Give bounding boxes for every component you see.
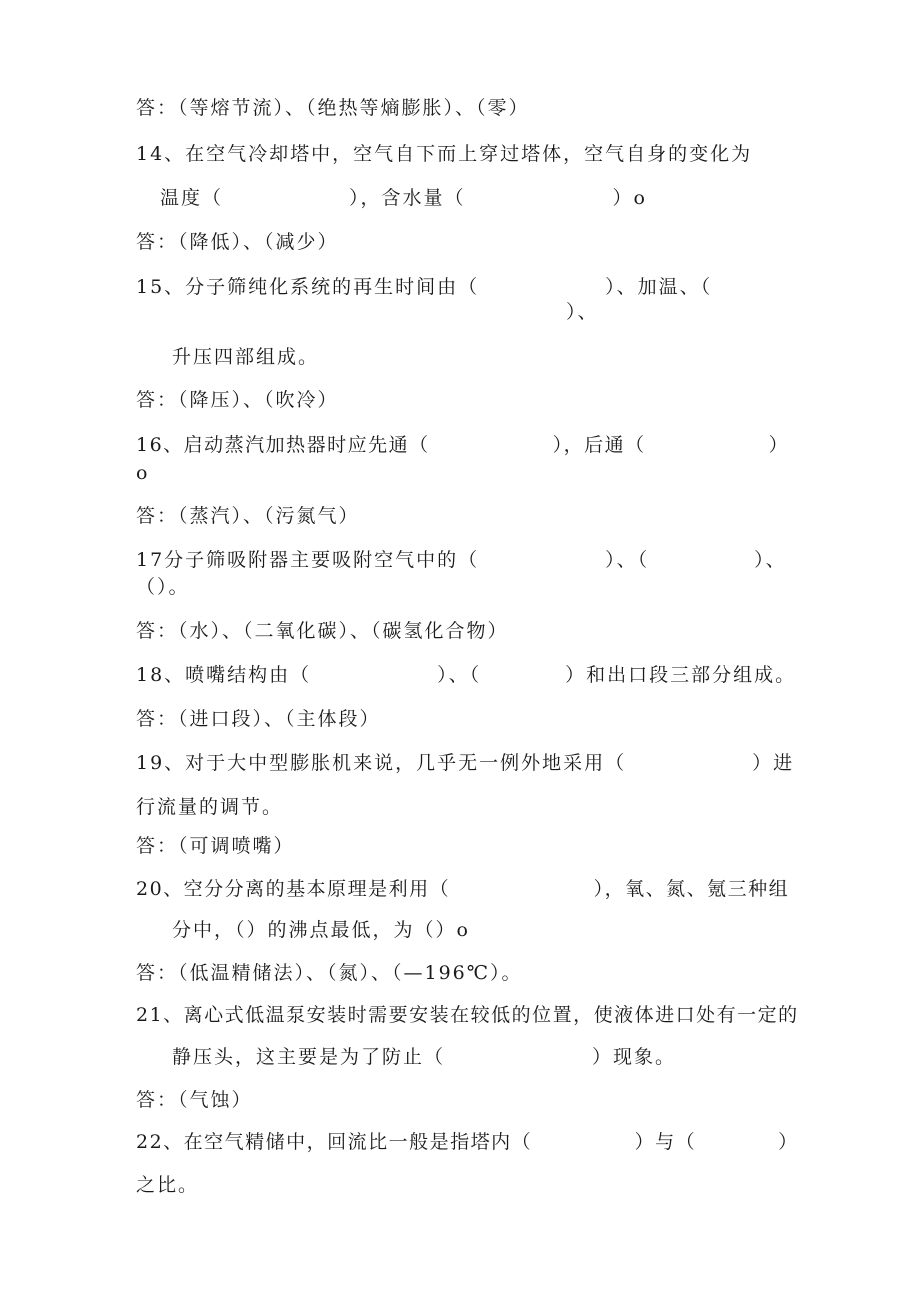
question-15-wrap: ）、 — [566, 301, 599, 323]
answer-19: 答：（可调喷嘴） — [136, 835, 295, 857]
question-19-cont: 行流量的调节。 — [136, 796, 284, 818]
question-15: 15、分子筛纯化系统的再生时间由（ ）、加温、（ — [136, 276, 713, 298]
question-21: 21、离心式低温泵安装时需要安装在较低的位置，使液体进口处有一定的 — [136, 1004, 799, 1026]
question-22-cont: 之比。 — [136, 1174, 200, 1196]
question-14-cont: 温度（ ），含水量（ ）o — [160, 187, 647, 209]
question-17-wrap: （）。 — [136, 576, 190, 598]
question-15-cont: 升压四部组成。 — [172, 346, 320, 368]
answer-20: 答：（低温精储法）、（氮）、（—196℃）。 — [136, 962, 523, 984]
answer-18: 答：（进口段）、（主体段） — [136, 708, 381, 730]
question-16-wrap: o — [136, 462, 150, 484]
answer-16: 答：（蒸汽）、（污氮气） — [136, 505, 360, 527]
answer-13: 答：（等熔节流）、（绝热等熵膨胀）、（零） — [136, 97, 530, 119]
question-20-cont: 分中，（）的沸点最低，为（）o — [172, 919, 470, 941]
question-14: 14、在空气冷却塔中，空气自下而上穿过塔体，空气自身的变化为 — [136, 143, 753, 165]
answer-14: 答：（降低）、（减少） — [136, 231, 339, 253]
question-21-cont: 静压头，这主要是为了防止（ ）现象。 — [172, 1046, 677, 1068]
question-22: 22、在空气精储中，回流比一般是指塔内（ ）与（ ） — [136, 1131, 799, 1153]
answer-21: 答：（气蚀） — [136, 1089, 253, 1111]
question-19: 19、对于大中型膨胀机来说，几乎无一例外地采用（ ）进 — [136, 752, 795, 774]
answer-17: 答：（水）、（二氧化碳）、（碳氢化合物） — [136, 620, 509, 642]
question-16: 16、启动蒸汽加热器时应先通（ ），后通（ ） — [136, 434, 790, 456]
question-17: 17分子筛吸附器主要吸附空气中的（ ）、（ ）、 — [136, 549, 787, 571]
question-18: 18、喷嘴结构由（ ）、（ ）和出口段三部分组成。 — [136, 664, 797, 686]
answer-15: 答：（降压）、（吹冷） — [136, 389, 339, 411]
question-20: 20、空分分离的基本原理是利用（ ），氧、氮、氪三种组 — [136, 878, 790, 900]
